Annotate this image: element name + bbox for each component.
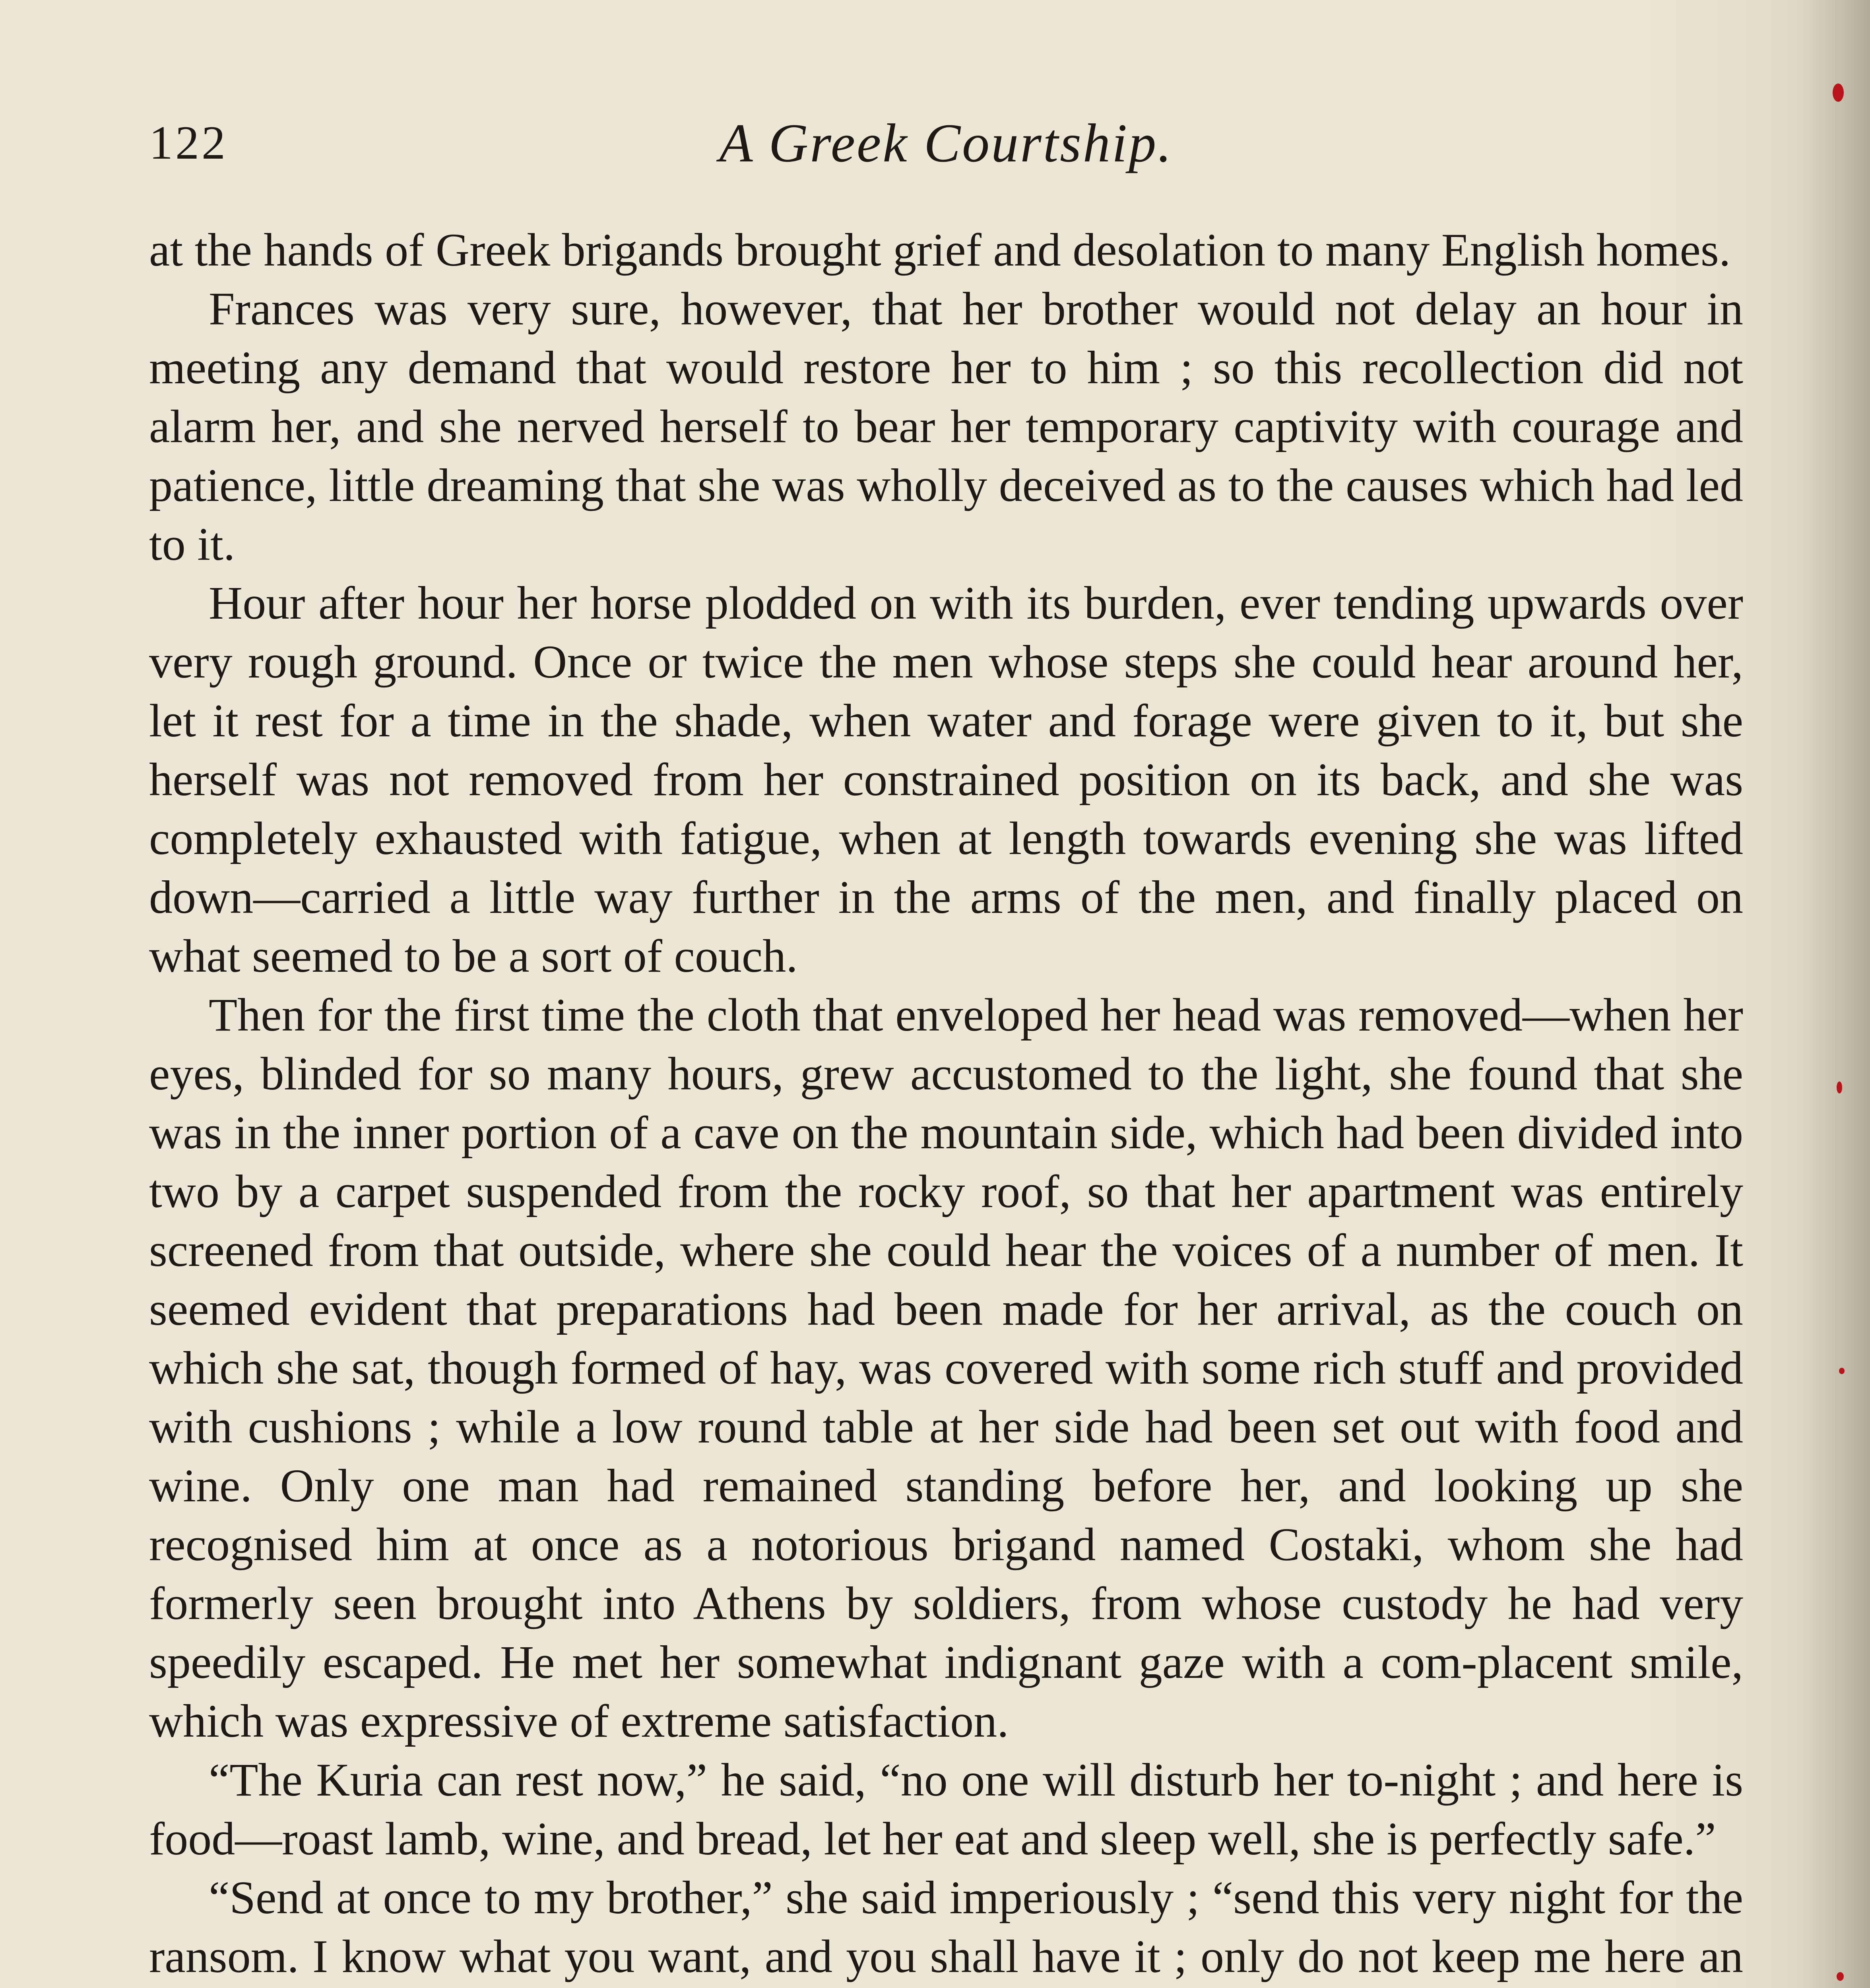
paragraph: at the hands of Greek brigands brought grief and desolation to many English homes. [149,224,1731,276]
paragraph: “Send at once to my brother,” she said imperiously ; “send this very night for the ransom. I know what you want, and you shall have it ; only do not keep me here an [149,1872,1743,1982]
paragraph: Frances was very sure, however, that her brother would not delay an hour in meeting any demand that would restore her to him ; so this recollection did not alarm her, and she nerved herself to bear her temporary captivity with courage and patience, little dreaming that she was wholly deceived as to the causes which had led to it. [149,283,1743,570]
edge-mark [1839,1368,1845,1374]
gutter-shadow [1802,0,1870,1988]
paragraph: Then for the first time the cloth that enveloped her head was removed—when her eyes, blinded for so many hours, grew accustomed to the light, she found that she was in the inner portion of a cave on the mountain side, which had been divided into two by a carpet suspended from the rocky roof, so that her apartment was entirely screened from that outside, where she could hear the voices of a number of men. It seemed evident that preparations had been made for her arrival, as the couch on which she sat, though formed of hay, was covered with some rich stuff and provided with cushions ; while a low round table at her side had been set out with food and wine. Only one man had remained standing before her, and looking up she recognised him at once as a notorious brigand named Costaki, whom she had formerly seen brought into Athens by soldiers, from whose custody he had very speedily escaped. He met her somewhat indignant gaze with a com-placent smile, which was expressive of extreme satisfaction. [149,989,1743,1747]
page-number: 122 [149,116,228,169]
running-title: A Greek Courtship. [719,113,1173,173]
edge-mark [1837,1972,1844,1981]
page-header [149,99,1743,179]
edge-mark [1833,83,1844,102]
body-text [149,221,1743,1988]
edge-mark [1837,1081,1842,1093]
paragraph: “The Kuria can rest now,” he said, “no one will disturb her to-night ; and here is food—roast lamb, wine, and bread, let her eat and sleep well, she is perfectly safe.” [149,1754,1743,1865]
paragraph: Hour after hour her horse plodded on with its burden, ever tending upwards over very rough ground. Once or twice the men whose steps she could hear around her, let it rest for a time in the shade, when water and forage were given to it, but she herself was not removed from her constrained position on its back, and she was completely exhausted with fatigue, when at length towards evening she was lifted down—carried a little way further in the arms of the men, and finally placed on what seemed to be a sort of couch. [149,577,1743,982]
